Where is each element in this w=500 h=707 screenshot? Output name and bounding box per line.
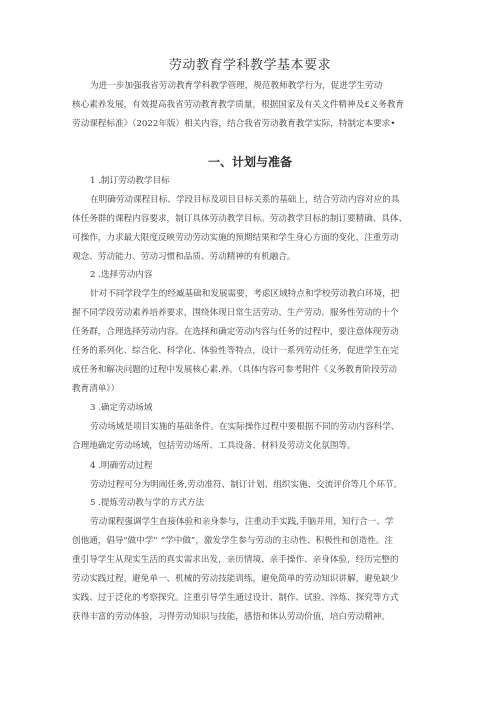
- intro-line: 核心素养发展，有效提高我省劳动教育教学质量，根据国家及有关文件精神及£义务教育: [72, 100, 405, 110]
- paragraph-line: 体任务群的课程内容要求，制订具体劳动教学目标。劳动教学目标的制订要精确、具体、: [72, 214, 408, 224]
- paragraph-line: 劳动课程强调学生直接体验和亲身参与，注重动手实践,手脑并用，知行合一、学: [90, 517, 394, 527]
- paragraph-line: 劳动场域是项目实施的基础条件。在实际操作过程中要根据不同的劳动内容科学、: [90, 422, 400, 432]
- paragraph-line: 合理地确定劳动场域，包括劳动场所、工具设备、材料及劳动文化氛围等。: [72, 441, 356, 451]
- item-heading: 4 .明确劳动过程: [90, 461, 153, 471]
- intro-line: 为进一步加强我省劳动教育学科教学管理，规范教师教学行为，促进学生劳动: [90, 81, 383, 91]
- paragraph-line: 教育清单》）: [72, 384, 120, 394]
- paragraph-line: 获得丰富的劳动体验，习得劳动知识与技能，感悟和体认劳动价值，培白劳动精神。: [72, 612, 390, 622]
- paragraph-line: 可操作，力求最大限度反映劳动劳动实施的预期结果和学生身心方面的变化，注重劳动: [72, 233, 399, 243]
- intro-line: 劳动课程标准》（2022年版）相关内容，结合我省劳动教育教学实际，特制定本要求•: [72, 119, 396, 129]
- paragraph-line: 握不同学段劳动素养培养要求，围绕体现日常生活劳动、生产劳动、服务性劳动的十个: [72, 308, 399, 318]
- document-title: 劳动教育学科教学基本要求: [168, 58, 331, 73]
- paragraph-line: 创他通，倡导"做中学'' “学中做”，激发学生参与劳动的主动性、积极性和创造性。注: [72, 536, 393, 546]
- item-heading: 2 .选择劳动内容: [90, 270, 153, 280]
- item-heading: 1 .制订劳动教学目标: [90, 176, 170, 186]
- paragraph-line: 观念、劳动能力、劳动习惯和品质、劳动精神的有机融合。: [72, 252, 296, 262]
- paragraph-line: 成任务和解决问题的过程中发展核心素.养。（具体内容可参考附件《义务教育阶段劳动: [72, 365, 397, 375]
- paragraph-line: 任务的系列化、综合化、科学化、体验性等特点，设计一系列劳动任务，促进学生在完: [72, 346, 399, 356]
- paragraph-line: 劳动过程可分为明闹任务,劳动准符、制订计划、组织实施、交流评价等几个环节。: [90, 480, 403, 490]
- item-heading: 5 .提炼劳动教与学的方式方法: [90, 498, 205, 508]
- section-heading: 一、计划与准备: [207, 155, 292, 169]
- paragraph-line: 在明确劳动课程目标、学段目标及项目目标关系的基础上，结合劳动内容对应的具: [90, 195, 400, 205]
- paragraph-line: 任务群，合理选择劳动内容。在选择和确定劳动内容与任务的过程中，要注意体现劳动: [72, 327, 399, 337]
- item-heading: 3 .确定劳动场域: [90, 403, 153, 413]
- paragraph-line: 针对不同学段学生的经臧基础和发展需要，考虑区域特点和学校劳动教白环境，把: [90, 289, 400, 299]
- paragraph-line: 劳动实践过程，避免单一、机械的劳动技能训练，避免简单的劳动知识讲解，避免缺少: [72, 574, 399, 584]
- paragraph-line: 实践、过于泛化的考察探究。注重引导学生通过设计、制作、试验、淬炼、探究等方式: [72, 593, 399, 603]
- paragraph-line: 重引导学生从现实生活的真实需求出发，亲历情境、亲手操作、亲身体验，经历完整的: [72, 555, 399, 565]
